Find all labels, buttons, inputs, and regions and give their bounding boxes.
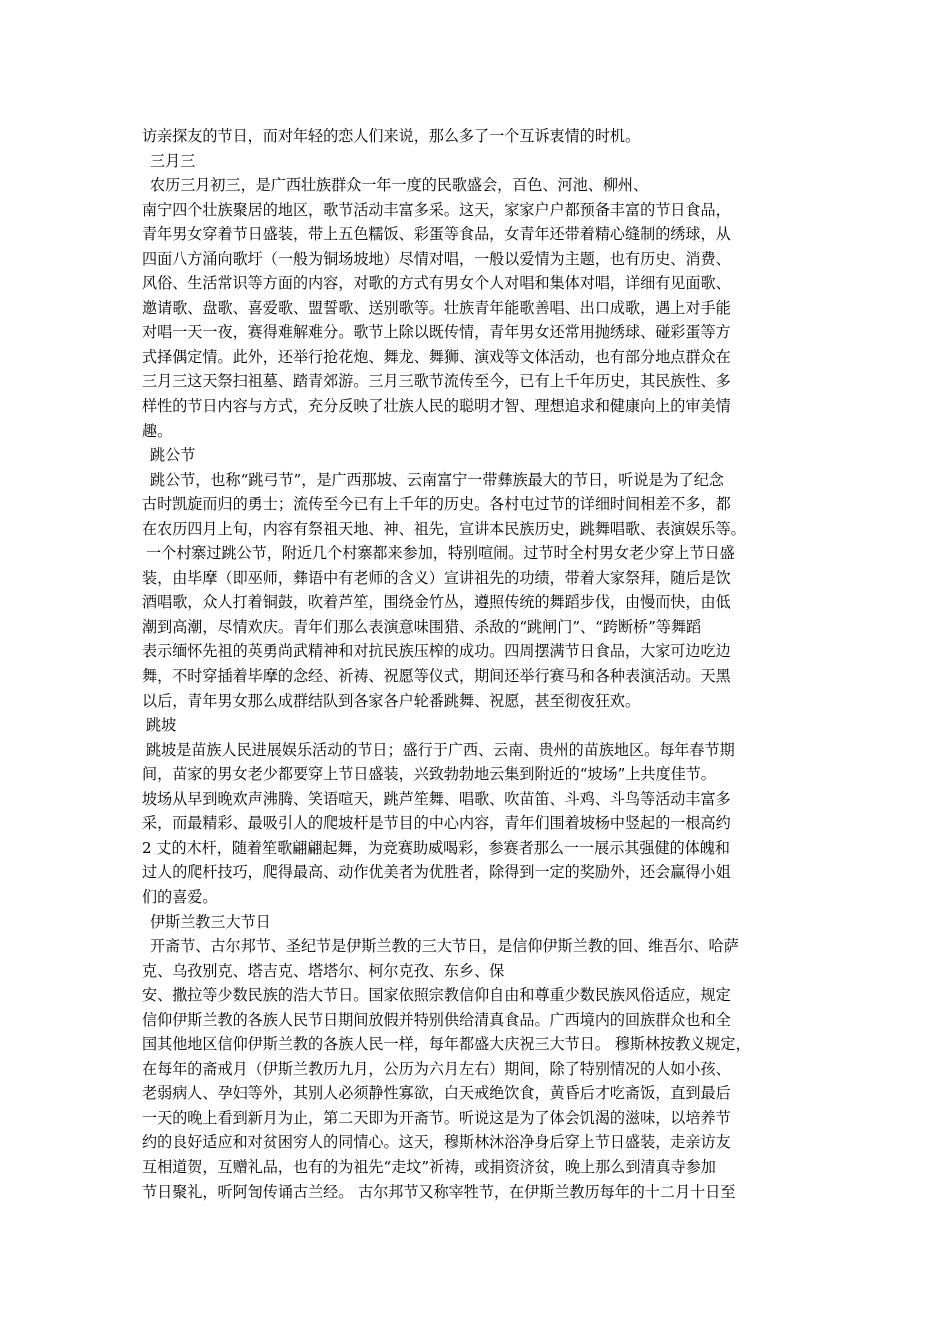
text-line: 古时凯旋而归的勇士；流传至今已有上千年的历史。各村屯过节的详细时间相差不多，都	[142, 495, 731, 514]
text-line: 安、撒拉等少数民族的浩大节日。国家依照宗教信仰自由和尊重少数民族风俗适应，规定	[142, 986, 731, 1005]
text-line: 互相道贺，互赠礼品，也有的为祖先“走坟”祈祷，或捐资济贫，晚上那么到清真寺参加	[142, 1157, 716, 1176]
text-line: 克、乌孜别克、塔吉克、塔塔尔、柯尔克孜、东乡、保	[142, 961, 505, 980]
text-line: 三月三	[150, 151, 196, 170]
text-line: 跳公节	[150, 446, 196, 465]
text-line: 邀请歌、盘歌、喜爱歌、盟誓歌、送别歌等。壮族青年能歌善唱、出口成歌，遇上对手能	[142, 298, 731, 317]
text-line: 跳坡	[146, 716, 177, 735]
text-line: 节日聚礼，听阿訇传诵古兰经。 古尔邦节又称宰牲节，在伊斯兰教历每年的十二月十日至	[142, 1182, 736, 1201]
text-line: 样性的节日内容与方式，充分反映了壮族人民的聪明才智、理想追求和健康向上的审美情	[142, 397, 731, 416]
text-line: 三月三这天祭扫祖墓、踏青郊游。三月三歌节流传至今，已有上千年历史，其民族性、多	[142, 372, 731, 391]
text-line: 信仰伊斯兰教的各族人民节日期间放假并特别供给清真食品。广西境内的回族群众也和全	[142, 1010, 731, 1029]
text-line: 间，苗家的男女老少都要穿上节日盛装，兴致勃勃地云集到附近的“坡场”上共度佳节。	[142, 765, 716, 784]
text-line: 开斋节、古尔邦节、圣纪节是伊斯兰教的三大节日，是信仰伊斯兰教的回、维吾尔、哈萨	[150, 937, 739, 956]
text-line: 舞，不时穿插着毕摩的念经、祈祷、祝愿等仪式，期间还举行赛马和各种表演活动。天黑	[142, 667, 731, 686]
text-line: 伊斯兰教三大节日	[150, 912, 271, 931]
text-line: 农历三月初三，是广西壮族群众一年一度的民歌盛会，百色、河池、柳州、	[150, 176, 649, 195]
text-line: 表示缅怀先祖的英勇尚武精神和对抗民族压榨的成功。四周摆满节日食品，大家可边吃边	[142, 642, 731, 661]
text-line: 以后，青年男女那么成群结队到各家各户轮番跳舞、祝愿，甚至彻夜狂欢。	[142, 691, 641, 710]
text-line: 跳坡是苗族人民进展娱乐活动的节日；盛行于广西、云南、贵州的苗族地区。每年春节期	[146, 740, 735, 759]
text-line: 坡场从早到晚欢声沸腾、笑语喧天，跳芦笙舞、唱歌、吹苗笛、斗鸡、斗鸟等活动丰富多	[142, 789, 731, 808]
text-line: 青年男女穿着节日盛装，带上五色糯饭、彩蛋等食品，女青年还带着精心缝制的绣球，从	[142, 225, 731, 244]
text-line: 对唱一天一夜，赛得难解难分。歌节上除以既传情，青年男女还常用抛绣球、碰彩蛋等方	[142, 323, 731, 342]
text-line: 四面八方涌向歌圩（一般为铜场坡地）尽情对唱，一般以爱情为主题，也有历史、消费、	[142, 249, 731, 268]
text-line: 访亲探友的节日，而对年轻的恋人们来说，那么多了一个互诉衷情的时机。	[142, 127, 641, 145]
text-line: 装，由毕摩（即巫师，彝语中有老师的含义）宣讲祖先的功绩，带着大家祭拜，随后是饮	[142, 568, 731, 587]
text-line: 采，而最精彩、最吸引人的爬坡杆是节目的中心内容，青年们围着坡杨中竖起的一根高约	[142, 814, 731, 833]
text-line: 过人的爬杆技巧，爬得最高、动作优美者为优胜者，除得到一定的奖励外，还会赢得小姐	[142, 863, 731, 882]
text-line: 潮到高潮，尽情欢庆。青年们那么表演意味围猎、杀敌的“跳闸门”、“跨断桥”等舞蹈	[142, 617, 702, 636]
text-line: 们的喜爱。	[142, 887, 218, 906]
text-line: 国其他地区信仰伊斯兰教的各族人民一样，每年都盛大庆祝三大节日。 穆斯林按教义规定，	[142, 1035, 751, 1054]
text-line: 跳公节，也称“跳弓节”，是广西那坡、云南富宁一带彝族最大的节日，听说是为了纪念	[150, 470, 724, 489]
text-line: 式择偶定情。此外，还举行抢花炮、舞龙、舞狮、演戏等文体活动，也有部分地点群众在	[142, 347, 731, 366]
text-line: 一天的晚上看到新月为止，第二天即为开斋节。听说这是为了体会饥渴的滋味，以培养节	[142, 1108, 731, 1127]
text-line: 南宁四个壮族聚居的地区，歌节活动丰富多采。这天，家家户户都预备丰富的节日食品，	[142, 200, 731, 219]
document-page	[142, 124, 814, 1204]
text-line: 一个村寨过跳公节，附近几个村寨都来参加，特别喧闹。过节时全村男女老少穿上节日盛	[146, 544, 735, 563]
text-line: 2 丈的木杆，随着笙歌翩翩起舞，为竞赛助威喝彩，参赛者那么一一展示其强健的体魄和	[142, 838, 730, 857]
text-line: 趣。	[142, 421, 173, 440]
text-line: 约的良好适应和对贫困穷人的同情心。这天，穆斯林沐浴净身后穿上节日盛装，走亲访友	[142, 1133, 731, 1152]
text-line: 老弱病人、孕妇等外，其别人必须静性寡欲，白天戒绝饮食，黄昏后才吃斋饭，直到最后	[142, 1084, 731, 1103]
text-line: 在农历四月上旬，内容有祭祖天地、神、祖先，宣讲本民族历史，跳舞唱歌、表演娱乐等。	[142, 519, 746, 538]
text-line: 风俗、生活常识等方面的内容，对歌的方式有男女个人对唱和集体对唱，详细有见面歌、	[142, 274, 731, 293]
text-line: 酒唱歌，众人打着铜鼓，吹着芦笙，围绕金竹丛，遵照传统的舞蹈步伐，由慢而快，由低	[142, 593, 731, 612]
text-line: 在每年的斋戒月（伊斯兰教历九月，公历为六月左右）期间，除了特别情况的人如小孩、	[142, 1059, 731, 1078]
